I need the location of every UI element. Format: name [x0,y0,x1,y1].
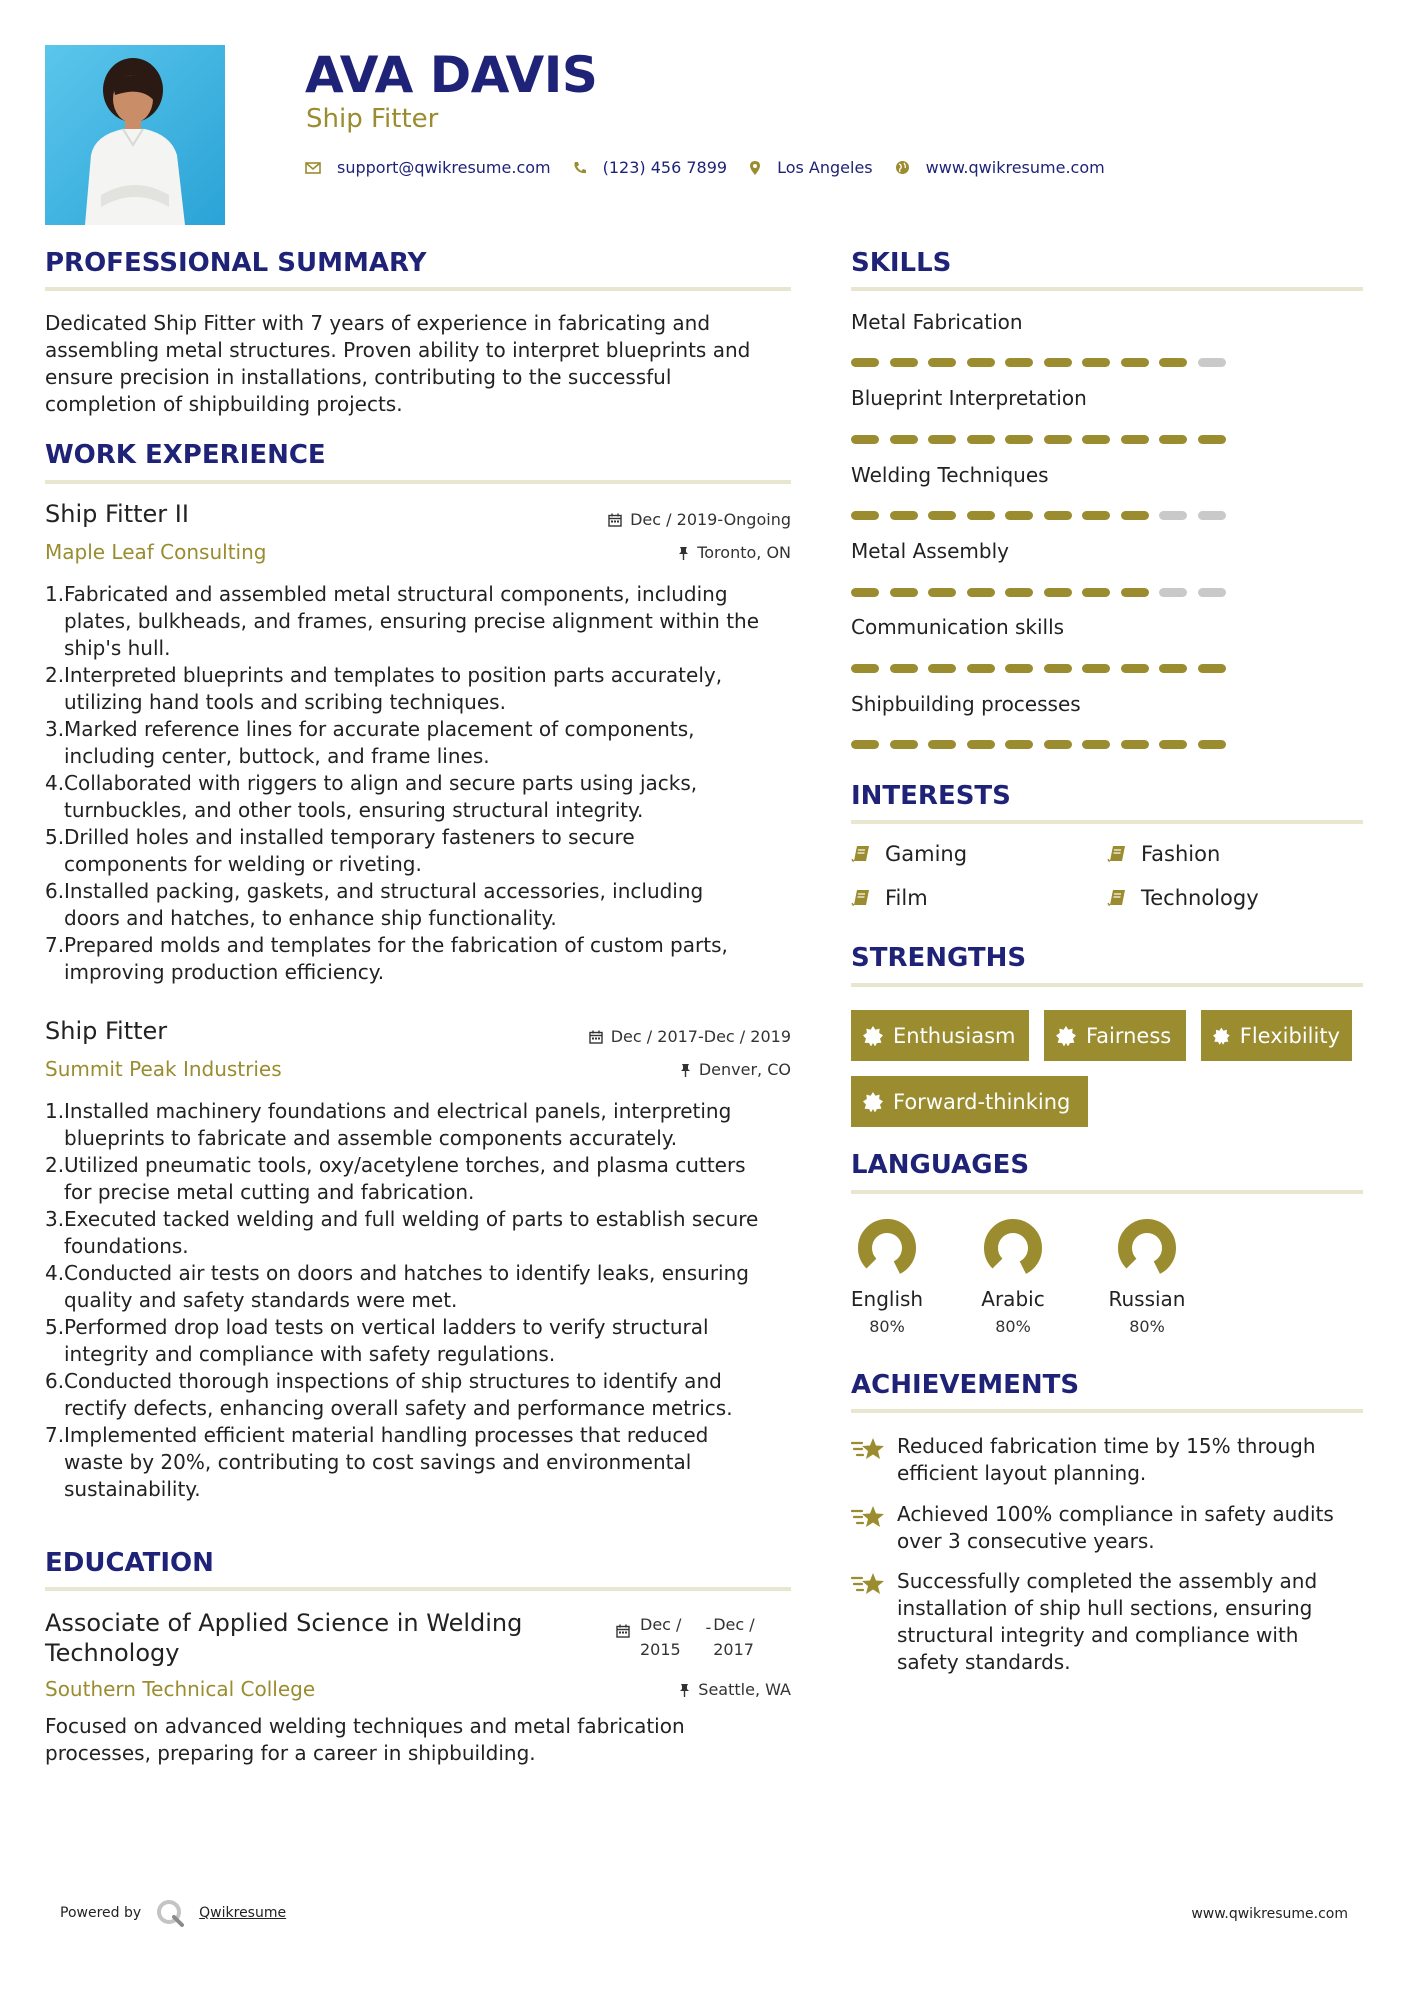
strength-tag: Fairness [1044,1010,1186,1061]
education-description: Focused on advanced welding techniques and metal fabrication processes, preparing for a career in shipbuilding. [45,1714,685,1765]
summary-line: completion of shipbuilding projects. [45,392,403,416]
list-item: 1. Installed machinery foundations and electrical panels, interpreting blueprints to fabricate and assemble components accurately. [45,1099,732,1150]
languages-heading: LANGUAGES [851,1150,1030,1180]
list-item: 1. Fabricated and assembled metal structural components, including plates, bulkheads, and frames, ensuring precise alignment within the ship's hull. [45,582,760,660]
interest-item: Film [851,886,928,910]
phone-text: (123) 456 7899 [602,158,728,177]
shooting-star-icon [851,1435,885,1463]
skill-dot [890,358,918,367]
skill-dot [928,588,956,597]
language-item: Arabic 80% [968,1217,1058,1336]
footer-powered-by: Powered by Qwikresume [60,1898,286,1928]
skill-dot [1005,588,1033,597]
skill-dot [967,358,995,367]
summary-heading: PROFESSIONAL SUMMARY [45,248,427,278]
skill-name: Welding Techniques [851,463,1049,487]
skill-dot [967,511,995,520]
skill-dot [1082,588,1110,597]
book-icon [1107,844,1127,864]
pushpin-icon [679,1683,690,1697]
skill-dot [1082,664,1110,673]
skill-dot [1159,511,1187,520]
calendar-icon [616,1624,630,1638]
list-item: 7. Implemented efficient material handling processes that reduced waste by 20%, contributing to cost savings and environmental sustainability. [45,1423,709,1501]
skill-dot [890,435,918,444]
list-item: 6. Installed packing, gaskets, and structural accessories, including doors and hatches, to enhance ship functionality. [45,879,704,930]
skill-name: Communication skills [851,615,1065,639]
skill-dot [1159,435,1187,444]
envelope-icon [305,162,321,174]
language-item: Russian 80% [1102,1217,1192,1336]
skill-dot [851,435,879,444]
skill-dot [1044,511,1072,520]
job-title: Ship Fitter [45,1017,168,1045]
skill-dot [1121,358,1149,367]
skill-dot [1005,740,1033,749]
skill-dot [1044,358,1072,367]
summary-divider [45,287,791,291]
skill-dot [1159,740,1187,749]
skill-dot [1121,588,1149,597]
achievement-item: Successfully completed the assembly and installation of ship hull sections, ensuring structural integrity and compliance with safety standards. [851,1568,1371,1676]
skill-dot [1044,435,1072,444]
skill-dot [928,740,956,749]
language-progress-ring [856,1217,918,1279]
phone-icon [573,161,587,175]
job-company: Summit Peak Industries [45,1057,282,1081]
list-item: 5. Drilled holes and installed temporary fasteners to secure components for welding or riveting. [45,825,635,876]
contact-location [749,158,873,177]
skill-rating [851,435,1236,444]
summary-line: assembling metal structures. Proven ability to interpret blueprints and [45,338,751,362]
experience-heading: WORK EXPERIENCE [45,440,326,470]
skill-dot [1159,664,1187,673]
job-title: Ship Fitter II [45,500,189,528]
strengths-heading: STRENGTHS [851,943,1027,973]
skills-heading: SKILLS [851,248,952,278]
contact-email[interactable] [305,158,551,177]
skill-dot [1121,435,1149,444]
interest-item: Fashion [1107,842,1220,866]
skill-rating [851,511,1236,520]
skill-name: Blueprint Interpretation [851,386,1087,410]
contact-website[interactable] [895,158,1105,177]
skill-name: Metal Assembly [851,539,1009,563]
skill-dot [1082,358,1110,367]
skill-rating [851,358,1236,367]
skills-divider [851,287,1363,291]
skill-dot [967,435,995,444]
job-date-text: Dec / 2017-Dec / 2019 [610,1027,791,1046]
achievements-divider [851,1409,1363,1413]
calendar-icon [589,1030,603,1044]
skill-dot [851,511,879,520]
skill-dot [1082,511,1110,520]
skill-dot [1121,664,1149,673]
skill-rating [851,740,1236,749]
education-date-dash: - [705,1618,712,1637]
skill-dot [1159,588,1187,597]
job-location [491,543,791,562]
skill-dot [967,664,995,673]
skill-dot [1198,740,1226,749]
footer-brand-link[interactable]: Qwikresume [199,1905,287,1921]
job-date-text: Dec / 2019-Ongoing [630,510,791,529]
job-location-text: Toronto, ON [697,543,791,562]
skill-dot [1198,588,1226,597]
job-bullets [45,581,805,986]
skill-dot [890,588,918,597]
list-item: 2. Utilized pneumatic tools, oxy/acetylene torches, and plasma cutters for precise metal cutting and fabrication. [45,1153,746,1204]
skill-rating [851,664,1236,673]
list-item: 6. Conducted thorough inspections of ship structures to identify and rectify defects, enhancing overall safety and performance metrics. [45,1369,733,1420]
badge-icon [1213,1026,1230,1046]
summary-line: ensure precision in installations, contributing to the successful [45,365,672,389]
list-item: 2. Interpreted blueprints and templates to position parts accurately, utilizing hand tools and scribing techniques. [45,663,723,714]
skill-dot [890,511,918,520]
avatar [45,45,225,225]
calendar-icon [608,513,622,527]
interest-item: Technology [1107,886,1259,910]
skill-dot [1044,664,1072,673]
globe-icon [895,160,910,175]
education-end: Dec / 2017 [713,1615,755,1659]
language-progress-arc [982,1217,1044,1279]
skill-dot [851,664,879,673]
language-item: English 80% [842,1217,932,1336]
email-text: support@qwikresume.com [337,158,551,177]
skill-dot [1044,740,1072,749]
badge-icon [1056,1026,1076,1046]
job-date [491,1027,791,1046]
pushpin-icon [678,546,689,560]
skill-dot [1005,664,1033,673]
qwikresume-logo-icon [155,1898,185,1928]
education-start: Dec / 2015 [640,1615,682,1659]
degree-title: Associate of Applied Science in Welding Technology [45,1609,523,1667]
pushpin-icon [680,1063,691,1077]
summary-text [45,310,805,418]
interest-item: Gaming [851,842,967,866]
language-progress-arc [1116,1217,1178,1279]
strengths-divider [851,983,1363,987]
achievement-item: Reduced fabrication time by 15% through efficient layout planning. [851,1433,1371,1487]
skill-rating [851,588,1236,597]
skill-dot [1121,740,1149,749]
skill-dot [1198,435,1226,444]
list-item: 3. Executed tacked welding and full welding of parts to establish secure foundations. [45,1207,759,1258]
profile-photo [45,45,225,225]
skill-dot [967,740,995,749]
skill-dot [1044,588,1072,597]
book-icon [851,888,871,908]
skill-dot [851,588,879,597]
contact-phone[interactable] [573,158,727,177]
skill-dot [1159,358,1187,367]
location-text: Los Angeles [777,158,873,177]
skill-dot [1005,511,1033,520]
map-pin-icon [749,160,761,176]
interests-divider [851,820,1363,824]
achievement-item: Achieved 100% compliance in safety audits over 3 consecutive years. [851,1501,1371,1555]
education-location [491,1680,791,1699]
skill-name: Metal Fabrication [851,310,1023,334]
skill-dot [851,740,879,749]
candidate-name: AVA DAVIS [305,46,598,104]
job-location [491,1060,791,1079]
job-company: Maple Leaf Consulting [45,540,267,564]
education-date [616,1612,755,1662]
skill-dot [967,588,995,597]
experience-divider [45,480,791,484]
skill-name: Shipbuilding processes [851,692,1081,716]
skill-dot [928,664,956,673]
skill-dot [1198,664,1226,673]
candidate-title: Ship Fitter [306,104,439,134]
skill-dot [890,664,918,673]
skill-dot [1121,511,1149,520]
book-icon [1107,888,1127,908]
list-item: 3. Marked reference lines for accurate placement of components, including center, buttock, and frame lines. [45,717,695,768]
skill-dot [851,358,879,367]
language-progress-arc [856,1217,918,1279]
achievements-heading: ACHIEVEMENTS [851,1370,1080,1400]
skill-dot [1082,740,1110,749]
book-icon [851,844,871,864]
language-progress-ring [982,1217,1044,1279]
skill-dot [890,740,918,749]
summary-line: Dedicated Ship Fitter with 7 years of experience in fabricating and [45,311,711,335]
language-progress-ring [1116,1217,1178,1279]
school-name: Southern Technical College [45,1677,316,1701]
skill-dot [928,358,956,367]
strength-tag: Forward-thinking [851,1076,1088,1127]
skill-dot [928,511,956,520]
list-item: 4. Collaborated with riggers to align and secure parts using jacks, turnbuckles, and other tools, ensuring structural integrity. [45,771,698,822]
job-location-text: Denver, CO [698,1060,791,1079]
contact-bar [305,158,1127,177]
list-item: 5. Performed drop load tests on vertical ladders to verify structural integrity and compliance with safety regulations. [45,1315,709,1366]
shooting-star-icon [851,1503,885,1531]
strength-tag: Enthusiasm [851,1010,1029,1061]
footer-website[interactable]: www.qwikresume.com [1191,1906,1348,1922]
interests-heading: INTERESTS [851,781,1011,811]
education-heading: EDUCATION [45,1548,214,1578]
list-item: 7. Prepared molds and templates for the fabrication of custom parts, improving production efficiency. [45,933,728,984]
strength-tag: Flexibility [1201,1010,1352,1061]
skill-dot [928,435,956,444]
website-text: www.qwikresume.com [925,158,1105,177]
skill-dot [1005,435,1033,444]
job-date [491,510,791,529]
education-divider [45,1587,791,1591]
list-item: 4. Conducted air tests on doors and hatches to identify leaks, ensuring quality and safety standards were met. [45,1261,749,1312]
badge-icon [863,1092,883,1112]
skill-dot [1005,358,1033,367]
education-location-text: Seattle, WA [698,1680,791,1699]
skill-dot [1082,435,1110,444]
languages-divider [851,1190,1363,1194]
job-bullets [45,1098,805,1503]
skill-dot [1198,511,1226,520]
badge-icon [863,1026,883,1046]
skill-dot [1198,358,1226,367]
shooting-star-icon [851,1570,885,1598]
